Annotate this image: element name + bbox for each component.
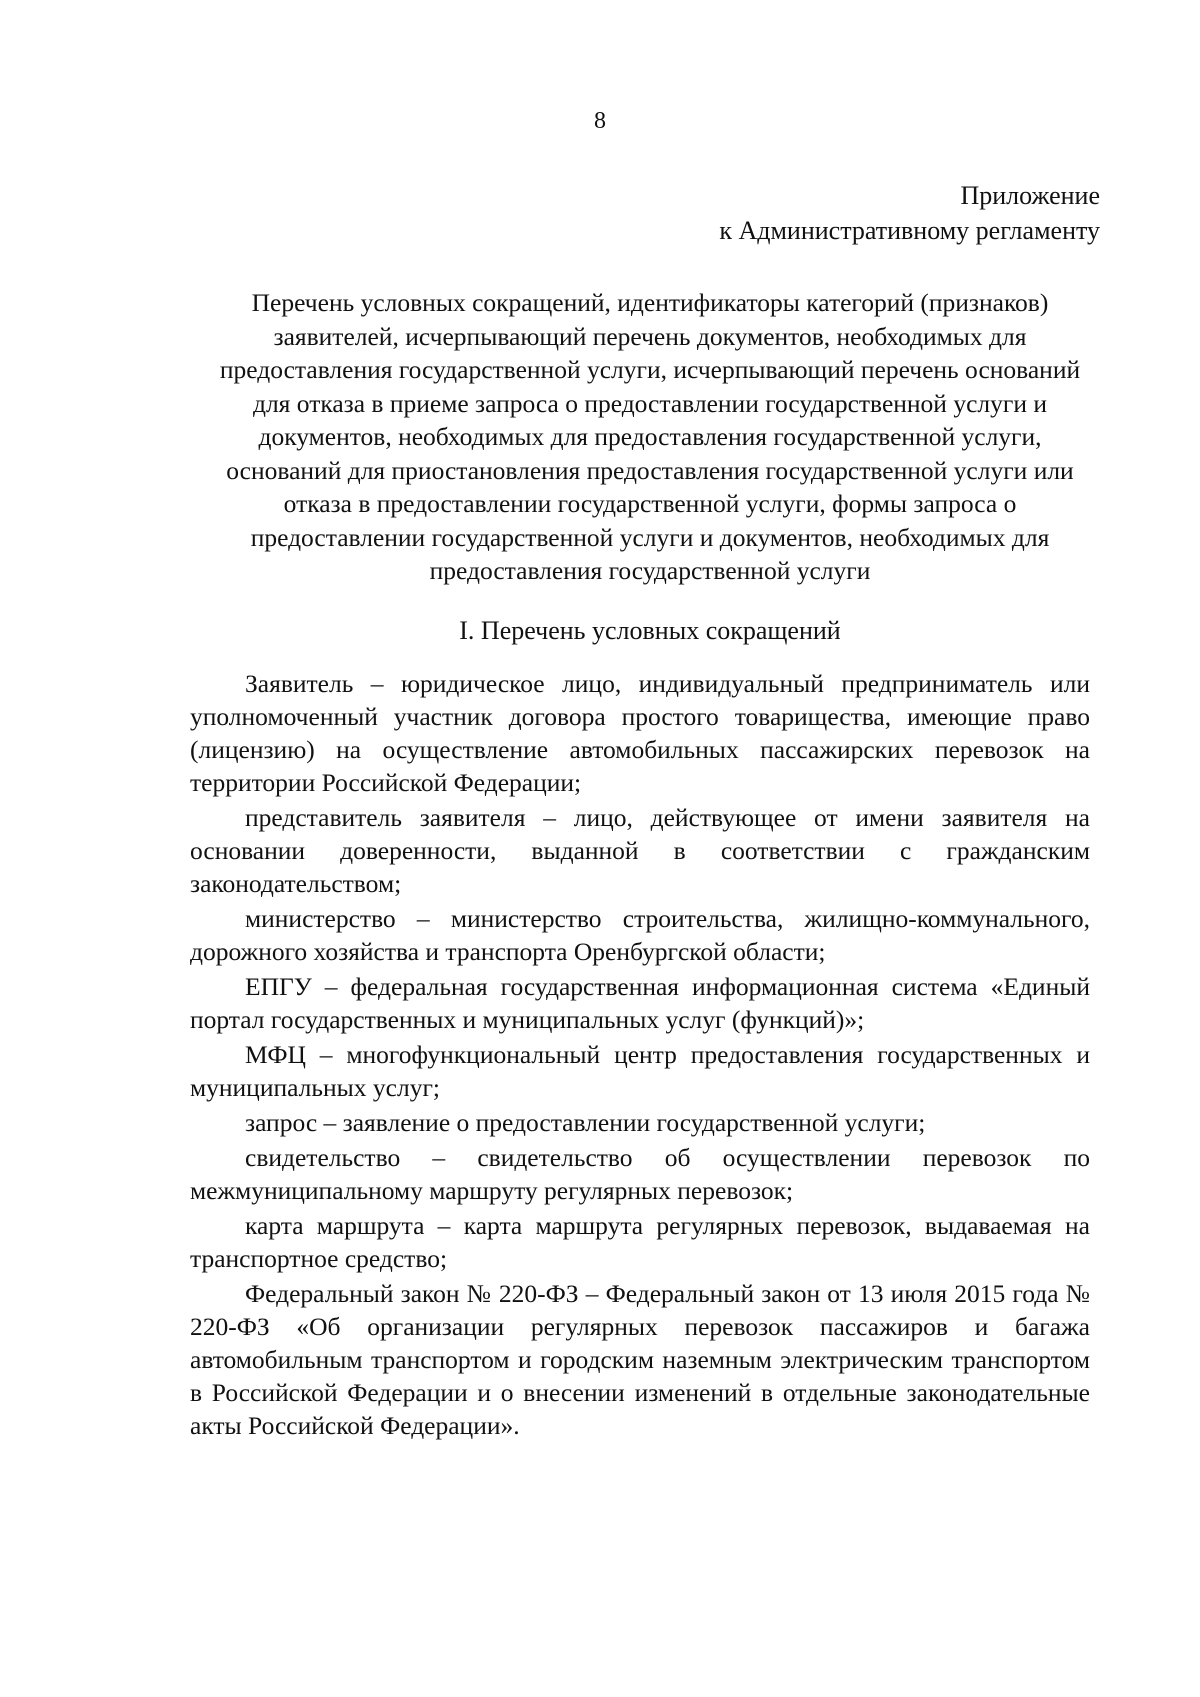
- appendix-label: Приложение: [960, 181, 1100, 210]
- definition-item: представитель заявителя – лицо, действующее от имени заявителя на основании доверенности, выданной в соответствии с гражданским законодательством;: [190, 803, 1090, 898]
- page-number: 8: [594, 108, 606, 134]
- definition-item: Заявитель – юридическое лицо, индивидуальный предприниматель или уполномоченный участник договора простого товарищества, имеющие право (лицензию) на осуществление автомобильных пассажирских перевозок на территории Российской Федерации;: [190, 669, 1090, 797]
- definitions-list: [190, 667, 1090, 1444]
- appendix-header: [719, 178, 1100, 248]
- appendix-reference: к Административному регламенту: [719, 216, 1100, 245]
- document-title: Перечень условных сокращений, идентификаторы категорий (признаков) заявителей, исчерпывающий перечень документов, необходимых для предоставления государственной услуги, исчерпывающий перечень оснований для отказа в приеме запроса о предоставлении государственной услуги и документов, необходимых для предоставления государственной услуги, оснований для приостановления предоставления государственной услуги или отказа в предоставлении государственной услуги, формы запроса о предоставлении государственной услуги и документов, необходимых для предоставления государственной услуги: [219, 288, 1081, 585]
- definition-item: карта маршрута – карта маршрута регулярных перевозок, выдаваемая на транспортное средство;: [190, 1211, 1090, 1273]
- definition-item: МФЦ – многофункциональный центр предоставления государственных и муниципальных услуг;: [190, 1040, 1090, 1102]
- definition-item: Федеральный закон № 220-ФЗ – Федеральный закон от 13 июля 2015 года № 220-ФЗ «Об организации регулярных перевозок пассажиров и багажа автомобильным транспортом и городским наземным электрическим транспортом в Российской Федерации и о внесении изменений в отдельные законодательные акты Российской Федерации».: [190, 1279, 1090, 1440]
- section-heading: I. Перечень условных сокращений: [459, 616, 841, 645]
- definition-item: ЕПГУ – федеральная государственная информационная система «Единый портал государственных и муниципальных услуг (функций)»;: [190, 972, 1090, 1034]
- definition-item: министерство – министерство строительства, жилищно-коммунального, дорожного хозяйства и транспорта Оренбургской области;: [190, 904, 1090, 966]
- definition-item: запрос – заявление о предоставлении государственной услуги;: [245, 1108, 926, 1137]
- definition-item: свидетельство – свидетельство об осуществлении перевозок по межмуниципальному маршруту регулярных перевозок;: [190, 1143, 1090, 1205]
